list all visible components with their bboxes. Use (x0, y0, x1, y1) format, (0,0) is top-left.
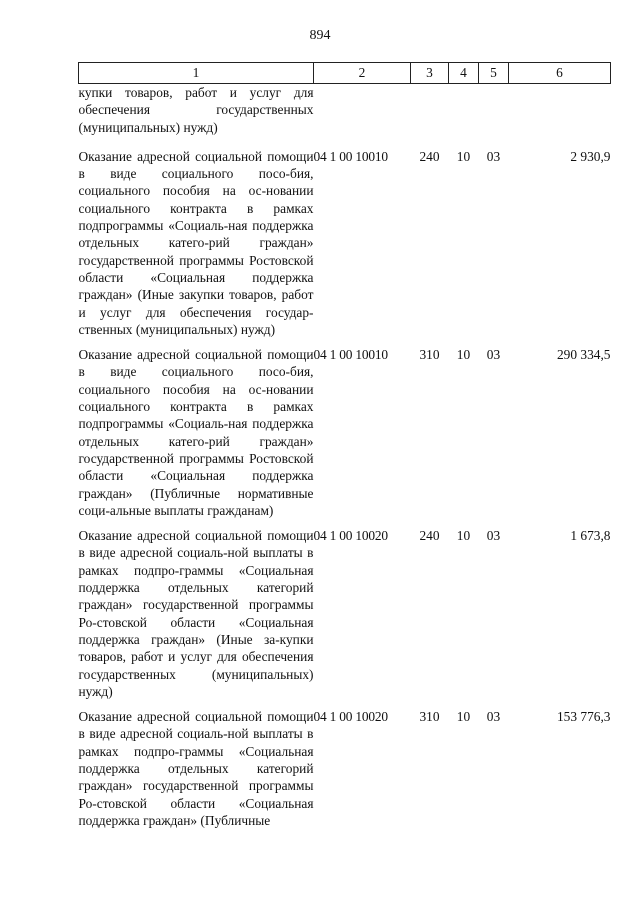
header-col-1: 1 (79, 63, 314, 84)
table-row (79, 346, 611, 527)
row-col-4: 10 (456, 347, 471, 363)
table-header-row (79, 63, 611, 84)
header-col-6: 6 (509, 63, 611, 84)
table-row (79, 708, 611, 837)
page-number: 894 (309, 28, 331, 43)
row-description: Оказание адресной социальной помощи в виде адресной социаль-ной выплаты в рамках подпро-граммы «Социальная поддержка отдельных категорий граждан» государственной программы Ро-стовской области «Социальная поддержка граждан» (Иные за-купки товаров, работ и услуг для обеспечения государственных (муниципальных) нужд) (78, 528, 314, 699)
row-code: 04 1 00 10020 (313, 528, 388, 544)
table-row (79, 148, 611, 346)
row-col-3: 240 (419, 148, 440, 164)
continuation-row (79, 84, 611, 148)
row-col-4: 10 (456, 528, 471, 544)
header-col-5: 5 (479, 63, 509, 84)
row-col-4: 10 (456, 709, 471, 725)
row-description: Оказание адресной социальной помощи в виде социального посо-бия, социального пособия на ос-новании социального контракта в рамках подпрограммы «Социаль-ная поддержка отдельных катего-рий граждан» государственной программы Ростовской области «Социальная поддержка граждан» (Публичные нормативные соци-альные выплаты гражданам) (78, 347, 314, 518)
row-col-3: 310 (419, 347, 440, 363)
row-code: 04 1 00 10010 (313, 148, 388, 164)
row-amount: 1 673,8 (570, 528, 611, 544)
row-col-3: 310 (419, 709, 440, 725)
row-amount: 153 776,3 (556, 709, 611, 725)
header-col-4: 4 (449, 63, 479, 84)
row-col-5: 03 (486, 347, 501, 363)
row-col-5: 03 (486, 528, 501, 544)
row-col-5: 03 (486, 709, 501, 725)
row-code: 04 1 00 10020 (313, 709, 388, 725)
row-amount: 290 334,5 (556, 347, 611, 363)
header-col-3: 3 (411, 63, 449, 84)
row-col-3: 240 (419, 528, 440, 544)
row-amount: 2 930,9 (570, 148, 611, 164)
row-description: Оказание адресной социальной помощи в виде социального посо-бия, социального пособия на ос-новании социального контракта в рамках подпрограммы «Социаль-ная поддержка отдельных катего-рий граждан» государственной программы Ростовской области «Социальная поддержка граждан» (Иные закупки товаров, работ и услуг для обеспечения государ-ственных (муниципальных) нужд) (78, 148, 314, 337)
row-description: Оказание адресной социальной помощи в виде адресной социаль-ной выплаты в рамках подпро-граммы «Социальная поддержка отдельных категорий граждан» государственной программы Ро-стовской области «Социальная поддержка граждан» (Публичные (78, 709, 314, 828)
row-code: 04 1 00 10010 (313, 347, 388, 363)
row-col-5: 03 (486, 148, 501, 164)
row-col-4: 10 (456, 148, 471, 164)
table-row (79, 527, 611, 708)
continuation-text: купки товаров, работ и услуг для обеспечения государственных (муниципальных) нужд) (78, 85, 314, 135)
header-col-2: 2 (314, 63, 411, 84)
budget-table (78, 62, 611, 837)
